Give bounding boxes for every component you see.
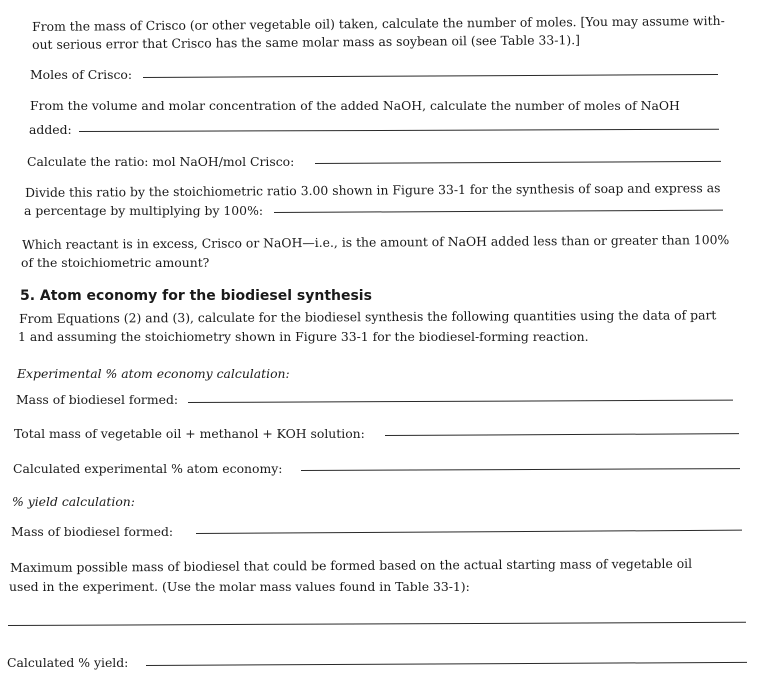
atom-economy-answer-line[interactable] [301, 468, 740, 471]
mass-biodiesel-label: Mass of biodiesel formed: [16, 392, 179, 407]
max-mass-question-line-1: Maximum possible mass of biodiesel that could be formed based on the actual starting mass of vegetable oil [10, 555, 693, 575]
total-mass-answer-line[interactable] [385, 433, 739, 436]
divide-answer-line[interactable] [274, 210, 723, 213]
divide-question-line-2: a percentage by multiplying by 100%: [24, 203, 264, 218]
section-5-intro-line-1: From Equations (2) and (3), calculate for the biodiesel synthesis the following quantities using the data of part [19, 307, 717, 326]
mass-biodiesel-2-answer-line[interactable] [196, 530, 742, 534]
divide-question-line-1: Divide this ratio by the stoichiometric ratio 3.00 shown in Figure 33-1 for the synthesis of soap and express as [25, 180, 721, 200]
moles-crisco-answer-line[interactable] [143, 74, 718, 78]
yield-heading: % yield calculation: [12, 494, 135, 509]
max-mass-answer-line[interactable] [8, 622, 746, 626]
max-mass-question-line-2: used in the experiment. (Use the molar mass values found in Table 33-1): [9, 579, 470, 594]
ratio-answer-line[interactable] [315, 161, 721, 164]
ratio-label: Calculate the ratio: mol NaOH/mol Crisco: [27, 154, 295, 169]
total-mass-label: Total mass of vegetable oil + methanol + KOH solution: [14, 426, 365, 441]
mass-biodiesel-answer-line[interactable] [188, 400, 733, 403]
calc-yield-answer-line[interactable] [146, 662, 747, 666]
excess-question-line-2: of the stoichiometric amount? [21, 255, 210, 270]
moles-crisco-label: Moles of Crisco: [30, 67, 133, 82]
naoh-answer-line[interactable] [79, 129, 719, 132]
intro-line-1: From the mass of Crisco (or other vegetable oil) taken, calculate the number of moles. [You may assume with- [32, 12, 725, 34]
intro-line-2: out serious error that Crisco has the same molar mass as soybean oil (see Table 33-1).] [32, 32, 580, 52]
mass-biodiesel-2-label: Mass of biodiesel formed: [11, 524, 174, 539]
naoh-question-line-1: From the volume and molar concentration of the added NaOH, calculate the number of moles of NaOH [30, 98, 680, 113]
calc-yield-label: Calculated % yield: [7, 655, 129, 670]
section-5-intro-line-2: 1 and assuming the stoichiometry shown in Figure 33-1 for the biodiesel-forming reaction. [18, 329, 589, 344]
naoh-question-line-2: added: [29, 122, 72, 137]
atom-economy-label: Calculated experimental % atom economy: [13, 461, 283, 476]
section-5-heading: 5. Atom economy for the biodiesel synthesis [20, 288, 372, 304]
experimental-heading: Experimental % atom economy calculation: [17, 366, 290, 381]
excess-question-line-1: Which reactant is in excess, Crisco or NaOH—i.e., is the amount of NaOH added less than or greater than 100% [22, 232, 730, 252]
